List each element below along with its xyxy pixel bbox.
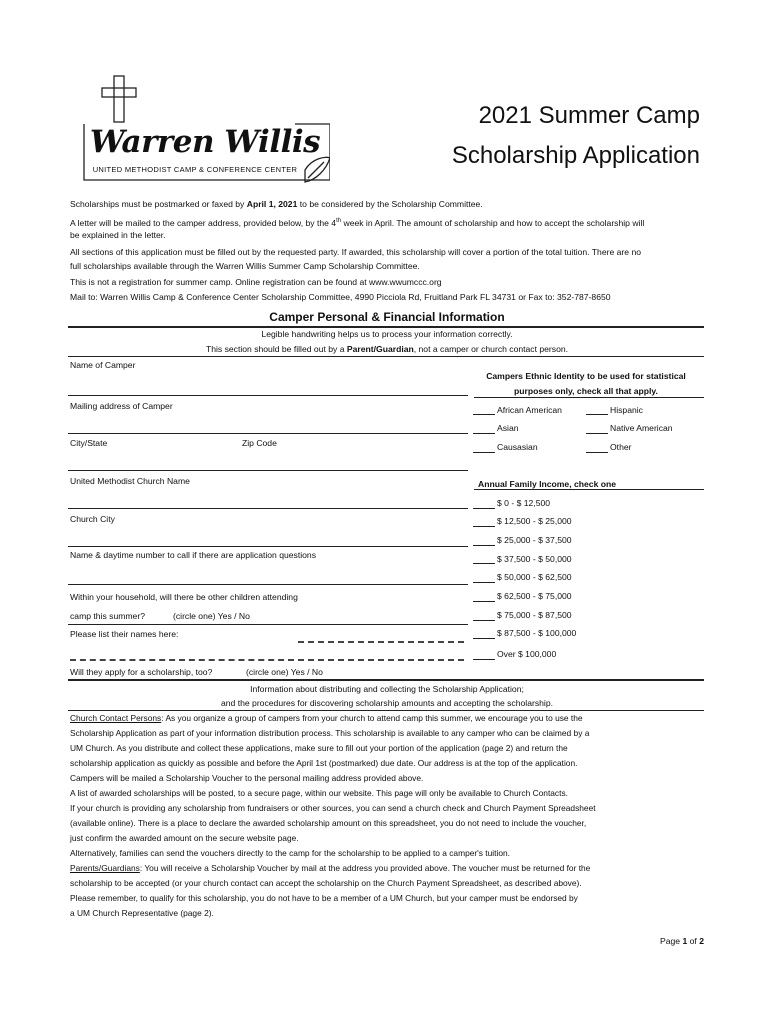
city-state-zip-field[interactable] [68, 470, 468, 471]
intro-sections-line2: full scholarships available through the Warren Willis Summer Camp Scholarship Committee. [70, 261, 420, 271]
income-checkbox-2[interactable] [473, 526, 495, 527]
church-contact-line3: UM Church. As you distribute and collect these applications, make sure to fill out your portion of the application (page 2) and return the [70, 743, 568, 753]
income-option-8: $ 87,500 - $ 100,000 [497, 628, 577, 638]
parents-line4: a UM Church Representative (page 2). [70, 908, 214, 918]
income-option-5: $ 50,000 - $ 62,500 [497, 572, 572, 582]
income-checkbox-3[interactable] [473, 545, 495, 546]
zip-code-label: Zip Code [242, 438, 277, 448]
household-yes-no[interactable]: (circle one) Yes / No [173, 611, 250, 621]
income-title-rule [474, 489, 704, 490]
household-question-line1: Within your household, will there be other children attending [70, 592, 298, 602]
income-option-9: Over $ 100,000 [497, 649, 557, 659]
phone-label: Name & daytime number to call if there are application questions [70, 550, 317, 560]
intro-registration: This is not a registration for summer camp. Online registration can be found at www.wwumccc.org [70, 277, 442, 287]
intro-sections-line1: All sections of this application must be filled out by the requested party. If awarded, this scholarship will cover a portion of the total tuition. There are no [70, 247, 641, 257]
ethnic-option-african-american: African American [497, 405, 562, 415]
section-heading: Camper Personal & Financial Information [269, 310, 505, 324]
info-heading-line2: and the procedures for discovering scholarship amounts and accepting the scholarship. [220, 698, 553, 708]
city-state-label: City/State [70, 438, 108, 448]
phone-field[interactable] [68, 584, 468, 585]
parents-line3: Please remember, to qualify for this scholarship, you do not have to be a member of a UM Church, but your camper must be endorsed by [70, 893, 578, 903]
page-title-line1: 2021 Summer Camp [478, 102, 700, 129]
income-option-1: $ 0 - $ 12,500 [497, 498, 551, 508]
income-title: Annual Family Income, check one [478, 479, 617, 489]
income-option-6: $ 62,500 - $ 75,000 [497, 591, 572, 601]
ethnic-title-rule [474, 397, 704, 398]
info-rule [68, 710, 704, 711]
household-question-line2: camp this summer? [70, 611, 145, 621]
church-city-field[interactable] [68, 546, 468, 547]
ethnic-checkbox-native-american[interactable] [586, 433, 608, 434]
logo-name: Warren Willis [89, 124, 321, 160]
intro-mail-to: Mail to: Warren Willis Camp & Conference Center Scholarship Committee, 4990 Picciola Rd, Fruitland Park FL 34731 or Fax to: 352-787-8650 [70, 292, 611, 302]
parents-line1: Parents/Guardians: You will receive a Scholarship Voucher by mail at the address you provided above. The voucher must be returned for the [70, 863, 591, 873]
ethnic-checkbox-caucasian[interactable] [473, 452, 495, 453]
ethnic-option-asian: Asian [497, 423, 519, 433]
intro-deadline: Scholarships must be postmarked or faxed by April 1, 2021 to be considered by the Scholarship Committee. [70, 199, 483, 209]
ethnic-option-hispanic: Hispanic [610, 405, 643, 415]
income-checkbox-1[interactable] [473, 508, 495, 509]
income-option-7: $ 75,000 - $ 87,500 [497, 610, 572, 620]
names-field-3[interactable] [298, 659, 464, 661]
income-checkbox-6[interactable] [473, 601, 495, 602]
page-title-line2: Scholarship Application [451, 142, 700, 169]
church-contact-line1: Church Contact Persons: As you organize a group of campers from your church to attend camp this summer, we encourage you to use the [70, 713, 583, 723]
church-contact-line7: If your church is providing any scholarship from fundraisers or other sources, you can send a church check and Church Payment Spreadsheet [70, 803, 596, 813]
ethnic-checkbox-other[interactable] [586, 452, 608, 453]
fields-bottom-rule [68, 679, 704, 681]
camper-name-field[interactable] [68, 395, 468, 396]
logo-subtitle: UNITED METHODIST CAMP & CONFERENCE CENTER [92, 165, 298, 174]
ethnic-checkbox-asian[interactable] [473, 433, 495, 434]
income-option-2: $ 12,500 - $ 25,000 [497, 516, 572, 526]
church-contact-line8: (available online). There is a place to declare the awarded scholarship amount on this spreadsheet, you do not need to include the voucher, [70, 818, 587, 828]
income-checkbox-8[interactable] [473, 638, 495, 639]
income-checkbox-5[interactable] [473, 582, 495, 583]
church-name-field[interactable] [68, 508, 468, 509]
ethnic-option-caucasian: Causasian [497, 442, 538, 452]
church-contact-line4: scholarship application as quickly as possible and before the April 1st (postmarked) due date. Our address is at the top of the application. [70, 758, 578, 768]
camp-logo [80, 70, 330, 192]
section-note-legible: Legible handwriting helps us to process your information correctly. [261, 329, 513, 339]
income-option-3: $ 25,000 - $ 37,500 [497, 535, 572, 545]
names-field-2[interactable] [70, 659, 294, 661]
section-rule-2 [68, 356, 704, 357]
apply-question: Will they apply for a scholarship, too? [70, 667, 213, 677]
church-contact-line6: A list of awarded scholarships will be posted, to a secure page, within our website. This page will only be available to Church Contacts. [70, 788, 568, 798]
ethnic-option-other: Other [610, 442, 632, 452]
income-checkbox-7[interactable] [473, 620, 495, 621]
intro-letter: A letter will be mailed to the camper address, provided below, by the 4th week in April. The amount of scholarship and how to accept the scholarship will [70, 217, 645, 228]
intro-letter-line2: be explained in the letter. [70, 230, 166, 240]
church-contact-line5: Campers will be mailed a Scholarship Voucher to the personal mailing address provided above. [70, 773, 424, 783]
page-number: Page 1 of 2 [660, 936, 704, 946]
church-contact-line9: just confirm the awarded amount on the secure website page. [70, 833, 299, 843]
apply-yes-no[interactable]: (circle one) Yes / No [246, 667, 323, 677]
income-option-4: $ 37,500 - $ 50,000 [497, 554, 572, 564]
ethnic-checkbox-african-american[interactable] [473, 414, 495, 415]
ethnic-title-line1: Campers Ethnic Identity to be used for statistical [486, 371, 686, 381]
income-checkbox-9[interactable] [473, 659, 495, 660]
names-field-1[interactable] [298, 641, 464, 643]
household-rule [68, 624, 468, 625]
camper-name-label: Name of Camper [70, 360, 136, 370]
parents-line2: scholarship to be accepted (or your church contact can accept the scholarship on the Church Payment Spreadsheet, as described above). [70, 878, 582, 888]
info-heading-line1: Information about distributing and collecting the Scholarship Application; [250, 684, 524, 694]
ethnic-checkbox-hispanic[interactable] [586, 414, 608, 415]
church-contact-line2: Scholarship Application as part of your information distribution process. This scholarship is available to any camper who can be claimed by a [70, 728, 590, 738]
income-checkbox-4[interactable] [473, 563, 495, 564]
church-city-label: Church City [70, 514, 115, 524]
section-note-parent: This section should be filled out by a Parent/Guardian, not a camper or church contact person. [205, 344, 569, 354]
mailing-address-label: Mailing address of Camper [70, 401, 173, 411]
mailing-address-field[interactable] [68, 433, 468, 434]
ethnic-title-line2: purposes only, check all that apply. [514, 386, 658, 396]
names-label: Please list their names here: [70, 629, 179, 639]
church-name-label: United Methodist Church Name [70, 476, 190, 486]
ethnic-option-native-american: Native American [610, 423, 673, 433]
church-contact-line10: Alternatively, families can send the vouchers directly to the camp for the scholarship to be applied to a camper's tuition. [70, 848, 510, 858]
